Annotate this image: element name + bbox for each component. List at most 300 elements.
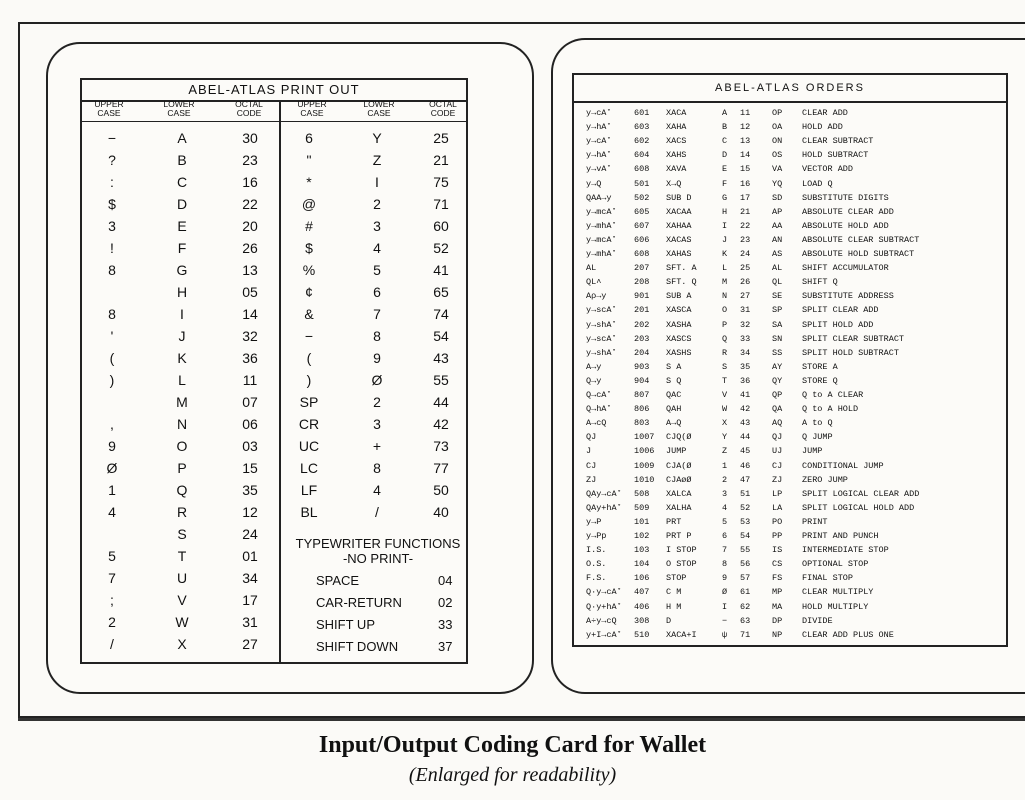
mnemonic: SN: [772, 333, 783, 344]
upper-case-cell: 9: [108, 438, 116, 454]
order-description: STORE A: [802, 361, 838, 372]
typewriter-subtitle-text: -NO PRINT-: [342, 551, 414, 566]
symbolic-notation: y→hA˚: [586, 122, 612, 133]
order-code: X→Q: [666, 178, 682, 189]
numeric-code: 54: [740, 531, 751, 541]
order-description: JUMP: [802, 446, 823, 457]
octal-order: 106: [634, 573, 650, 584]
order-row: [574, 319, 1010, 332]
orders-table: [572, 73, 1008, 647]
numeric-code: 46: [740, 460, 751, 471]
numeric-code: 35: [740, 361, 751, 372]
order-code: I STOP: [666, 545, 697, 556]
table-row: [281, 392, 467, 412]
lower-case-cell: G: [176, 262, 188, 278]
octal-order: 601: [634, 108, 650, 118]
letter-key: K: [722, 249, 728, 259]
order-description: HOLD ADD: [802, 122, 843, 133]
order-description: SUBSTITUTE ADDRESS: [802, 291, 894, 302]
order-row: [574, 135, 1010, 148]
symbolic-notation: AL: [586, 263, 597, 274]
octal-order: 806: [634, 404, 650, 415]
order-code: XAHAA: [666, 220, 692, 231]
lower-case-cell: P: [177, 460, 187, 476]
lower-case-cell: D: [176, 196, 188, 212]
order-description: SPLIT CLEAR SUBTRACT: [802, 333, 905, 344]
table-row: [281, 216, 467, 236]
order-description: ABSOLUTE HOLD ADD: [802, 220, 889, 231]
octal-order: 901: [634, 291, 650, 302]
order-description: Q JUMP: [802, 432, 833, 443]
lower-case-cell: O: [176, 438, 188, 454]
numeric-code: 55: [740, 545, 751, 556]
mnemonic: SP: [772, 305, 783, 316]
order-row: [574, 121, 1010, 134]
octal-code-cell: 23: [242, 152, 258, 168]
numeric-code: 45: [740, 446, 751, 457]
order-code: XACAS: [666, 234, 692, 245]
octal-code-cell: 44: [433, 394, 449, 410]
table-row: [82, 194, 278, 214]
octal-code-cell: 21: [433, 152, 449, 168]
symbolic-notation: y→mhA˚: [586, 249, 617, 259]
letter-key: Q: [722, 333, 728, 344]
octal-code-cell: 60: [433, 218, 449, 234]
order-code: C M: [666, 587, 682, 598]
order-row: [574, 262, 1010, 275]
mnemonic: LP: [772, 488, 783, 499]
numeric-code: 26: [740, 277, 751, 288]
table-row: [281, 436, 467, 456]
table-row: [82, 502, 278, 522]
upper-case-cell: BL: [300, 504, 318, 520]
order-code: XAHA: [666, 122, 687, 133]
letter-key: 8: [722, 559, 728, 570]
mnemonic: SA: [772, 319, 783, 330]
order-description: CLEAR MULTIPLY: [802, 587, 874, 598]
mnemonic: AQ: [772, 418, 783, 429]
letter-key: W: [722, 404, 728, 415]
lower-case-cell: 8: [373, 460, 381, 476]
letter-key: 9: [722, 573, 728, 584]
lower-case-cell: H: [176, 284, 188, 300]
upper-case-cell: @: [301, 196, 317, 212]
mnemonic: QL: [772, 277, 783, 288]
symbolic-notation: Q→y: [586, 375, 602, 386]
mnemonic: OP: [772, 108, 783, 118]
numeric-code: 52: [740, 502, 751, 513]
order-code: XACA+I: [666, 629, 697, 640]
order-code: S A: [666, 361, 682, 372]
print-out-table: [80, 78, 468, 664]
octal-order: 1006: [634, 446, 655, 457]
letter-key: 1: [722, 460, 728, 471]
order-code: XASHA: [666, 319, 692, 330]
lower-case-cell: R: [176, 504, 188, 520]
letter-key: B: [722, 122, 728, 133]
order-row: [574, 192, 1010, 205]
mnemonic: VA: [772, 164, 783, 175]
typewriter-title-text: TYPEWRITER FUNCTIONS: [295, 536, 461, 551]
symbolic-notation: Q·y+hA˚: [586, 601, 622, 612]
table-row: [82, 260, 278, 280]
order-code: XACS: [666, 136, 687, 147]
order-row: [574, 220, 1010, 233]
lower-case-cell: 2: [373, 394, 381, 410]
octal-code-cell: 11: [242, 372, 258, 388]
numeric-code: 43: [740, 418, 751, 429]
octal-code-cell: 43: [433, 350, 449, 366]
letter-key: D: [722, 150, 728, 161]
lower-case-cell: 4: [373, 240, 381, 256]
upper-case-cell: SP: [299, 394, 319, 410]
order-code: QAC: [666, 390, 682, 400]
lower-case-cell: V: [177, 592, 187, 608]
numeric-code: 61: [740, 587, 751, 598]
orders-title: ABEL-ATLAS ORDERS: [574, 75, 1006, 103]
octal-code-cell: 16: [242, 174, 258, 190]
letter-key: X: [722, 418, 728, 429]
order-row: [574, 516, 1010, 529]
table-row: [82, 392, 278, 412]
octal-code-cell: 14: [242, 306, 258, 322]
order-row: [574, 629, 1010, 642]
order-code: CJAøØ: [666, 474, 692, 485]
mnemonic: DP: [772, 615, 783, 626]
octal-code-cell: 27: [242, 636, 258, 652]
table-row: [82, 458, 278, 478]
octal-code-cell: 54: [433, 328, 449, 344]
lower-case-cell: Ø: [371, 372, 383, 388]
octal-order: 308: [634, 615, 650, 626]
function-name: CAR-RETURN: [316, 595, 402, 610]
letter-key: E: [722, 164, 728, 175]
octal-code-cell: 52: [433, 240, 449, 256]
table-row: [82, 304, 278, 324]
order-row: [574, 474, 1010, 487]
table-row: [82, 326, 278, 346]
octal-order: 604: [634, 150, 650, 161]
numeric-code: 41: [740, 390, 751, 400]
order-row: [574, 107, 1010, 120]
symbolic-notation: y+I→cA˚: [586, 629, 622, 640]
octal-order: 1007: [634, 432, 655, 443]
upper-case-cell: %: [302, 262, 316, 278]
symbolic-notation: y→vA˚: [586, 164, 612, 175]
symbolic-notation: CJ: [586, 460, 597, 471]
lower-case-cell: E: [177, 218, 187, 234]
header-rule: [82, 121, 466, 122]
octal-code-cell: 34: [242, 570, 258, 586]
table-row: [82, 128, 278, 148]
order-description: LOAD Q: [802, 178, 833, 189]
numeric-code: 34: [740, 347, 751, 358]
order-row: [574, 361, 1010, 374]
symbolic-notation: y→shA˚: [586, 319, 617, 330]
octal-order: 1010: [634, 474, 655, 485]
table-row: [82, 150, 278, 170]
letter-key: 2: [722, 474, 728, 485]
symbolic-notation: F.S.: [586, 573, 607, 584]
octal-code-cell: 35: [242, 482, 258, 498]
order-description: Q to A CLEAR: [802, 390, 864, 400]
lower-case-cell: J: [178, 328, 186, 344]
header-octal-code: OCTAL CODE: [235, 99, 263, 118]
lower-case-cell: I: [375, 174, 379, 190]
order-row: [574, 615, 1010, 628]
letter-key: V: [722, 390, 728, 400]
lower-case-cell: 8: [373, 328, 381, 344]
lower-case-cell: 3: [373, 416, 381, 432]
order-description: SHIFT ACCUMULATOR: [802, 263, 889, 274]
octal-code-cell: 50: [433, 482, 449, 498]
numeric-code: 57: [740, 573, 751, 584]
octal-order: 104: [634, 559, 650, 570]
upper-case-cell: [92, 392, 132, 412]
octal-order: 509: [634, 502, 650, 513]
order-code: A→Q: [666, 418, 682, 429]
symbolic-notation: I.S.: [586, 545, 607, 556]
mnemonic: AP: [772, 206, 783, 217]
order-description: FINAL STOP: [802, 573, 854, 584]
octal-code-cell: 36: [242, 350, 258, 366]
symbolic-notation: y→P: [586, 516, 602, 527]
lower-case-cell: B: [177, 152, 187, 168]
octal-order: 407: [634, 587, 650, 598]
order-code: SUB A: [666, 291, 692, 302]
numeric-code: 42: [740, 404, 751, 415]
letter-key: 3: [722, 488, 728, 499]
octal-order: 608: [634, 249, 650, 259]
order-row: [574, 431, 1010, 444]
symbolic-notation: y→mcA˚: [586, 234, 617, 245]
order-row: [574, 403, 1010, 416]
octal-code-cell: 07: [242, 394, 258, 410]
order-description: CONDITIONAL JUMP: [802, 460, 884, 471]
letter-key: S: [722, 361, 728, 372]
order-code: XASCS: [666, 333, 692, 344]
lower-case-cell: K: [177, 350, 187, 366]
header-lower-case-2: LOWER CASE: [363, 99, 395, 118]
octal-order: 101: [634, 516, 650, 527]
upper-case-cell: LC: [300, 460, 318, 476]
order-row: [574, 276, 1010, 289]
mnemonic: CJ: [772, 460, 783, 471]
table-row: [82, 348, 278, 368]
order-code: CJQ(Ø: [666, 432, 692, 443]
upper-case-cell: &: [304, 306, 314, 322]
order-description: HOLD MULTIPLY: [802, 601, 869, 612]
order-row: [574, 502, 1010, 515]
octal-code-cell: 03: [242, 438, 258, 454]
order-row: [574, 149, 1010, 162]
mnemonic: ON: [772, 136, 783, 147]
upper-case-cell: !: [110, 240, 114, 256]
octal-code-cell: 42: [433, 416, 449, 432]
octal-order: 605: [634, 206, 650, 217]
lower-case-cell: Z: [372, 152, 382, 168]
lower-case-cell: 6: [373, 284, 381, 300]
octal-order: 603: [634, 122, 650, 133]
symbolic-notation: y→cA˚: [586, 136, 612, 147]
upper-case-cell: CR: [298, 416, 320, 432]
typewriter-function-row: [82, 636, 462, 658]
table-row: [82, 216, 278, 236]
order-description: CLEAR ADD: [802, 108, 848, 118]
order-row: [574, 248, 1010, 261]
order-row: [574, 544, 1010, 557]
letter-key: I: [722, 220, 728, 231]
table-row: [82, 414, 278, 434]
upper-case-cell: 3: [108, 218, 116, 234]
upper-case-cell: ,: [110, 416, 114, 432]
mnemonic: CS: [772, 559, 783, 570]
upper-case-cell: 6: [305, 130, 313, 146]
order-row: [574, 375, 1010, 388]
letter-key: R: [722, 347, 728, 358]
mnemonic: FS: [772, 573, 783, 584]
order-description: ZERO JUMP: [802, 474, 848, 485]
octal-code-cell: 32: [242, 328, 258, 344]
upper-case-cell: #: [305, 218, 313, 234]
mnemonic: SS: [772, 347, 783, 358]
octal-order: 207: [634, 263, 650, 274]
octal-order: 201: [634, 305, 650, 316]
order-row: [574, 601, 1010, 614]
order-description: SPLIT LOGICAL CLEAR ADD: [802, 488, 920, 499]
upper-case-cell: 4: [108, 504, 116, 520]
lower-case-cell: S: [177, 526, 187, 542]
numeric-code: 33: [740, 333, 751, 344]
numeric-code: 27: [740, 291, 751, 302]
table-row: [82, 172, 278, 192]
octal-order: 1009: [634, 460, 655, 471]
print-out-title: ABEL-ATLAS PRINT OUT: [82, 80, 466, 102]
order-code: XAVA: [666, 164, 687, 175]
order-description: SPLIT LOGICAL HOLD ADD: [802, 502, 915, 513]
octal-code-cell: 71: [433, 196, 449, 212]
letter-key: 6: [722, 531, 728, 541]
upper-case-cell: ¢: [305, 284, 313, 300]
octal-order: 903: [634, 361, 650, 372]
table-row: [281, 282, 467, 302]
order-row: [574, 178, 1010, 191]
numeric-code: 22: [740, 220, 751, 231]
upper-case-cell: (: [306, 350, 312, 366]
letter-key: P: [722, 319, 728, 330]
order-code: PRT: [666, 516, 682, 527]
upper-case-cell: ': [110, 328, 114, 344]
symbolic-notation: A÷y→cQ: [586, 615, 617, 626]
order-code: XASCA: [666, 305, 692, 316]
mnemonic: NP: [772, 629, 783, 640]
symbolic-notation: A→y: [586, 361, 602, 372]
table-row: [281, 150, 467, 170]
octal-code-cell: 31: [242, 614, 258, 630]
order-code: SFT. A: [666, 263, 697, 274]
mnemonic: OA: [772, 122, 783, 133]
letter-key: I: [722, 601, 728, 612]
octal-order: 204: [634, 347, 650, 358]
octal-code-cell: 41: [433, 262, 449, 278]
lower-case-cell: Y: [372, 130, 382, 146]
numeric-code: 13: [740, 136, 751, 147]
lower-case-cell: U: [176, 570, 188, 586]
numeric-code: 25: [740, 263, 751, 274]
lower-case-cell: /: [375, 504, 379, 520]
order-row: [574, 290, 1010, 303]
numeric-code: 16: [740, 178, 751, 189]
order-code: D: [666, 615, 672, 626]
typewriter-function-row: [82, 592, 462, 614]
order-description: HOLD SUBTRACT: [802, 150, 869, 161]
numeric-code: 12: [740, 122, 751, 133]
octal-order: 608: [634, 164, 650, 175]
letter-key: N: [722, 291, 728, 302]
order-row: [574, 558, 1010, 571]
order-description: ABSOLUTE CLEAR ADD: [802, 206, 894, 217]
symbolic-notation: QAy+hA˚: [586, 502, 622, 513]
order-row: [574, 586, 1010, 599]
upper-case-cell: 8: [108, 262, 116, 278]
octal-code-cell: 30: [242, 130, 258, 146]
mnemonic: AY: [772, 361, 783, 372]
mnemonic: QY: [772, 375, 783, 386]
octal-order: 202: [634, 319, 650, 330]
numeric-code: 32: [740, 319, 751, 330]
numeric-code: 44: [740, 432, 751, 443]
table-row: [281, 502, 467, 522]
order-code: XASHS: [666, 347, 692, 358]
lower-case-cell: 3: [373, 218, 381, 234]
order-code: S Q: [666, 375, 682, 386]
numeric-code: 14: [740, 150, 751, 161]
symbolic-notation: Q·y→cA˚: [586, 587, 622, 598]
function-octal-code: 37: [438, 639, 453, 654]
numeric-code: 63: [740, 615, 751, 626]
symbolic-notation: y→mhA˚: [586, 220, 617, 231]
lower-case-cell: A: [177, 130, 187, 146]
order-row: [574, 304, 1010, 317]
symbolic-notation: Q→cA˚: [586, 390, 612, 400]
caption-subtitle: (Enlarged for readability): [408, 764, 617, 786]
order-description: SHIFT Q: [802, 277, 838, 288]
order-code: CJA(Ø: [666, 460, 692, 471]
header-upper-case-2: UPPER CASE: [297, 99, 327, 118]
symbolic-notation: y→Q: [586, 178, 602, 189]
order-code: XALCA: [666, 488, 692, 499]
table-row: [281, 370, 467, 390]
letter-key: Ø: [722, 587, 728, 598]
upper-case-cell: ): [109, 372, 115, 388]
octal-code-cell: 13: [242, 262, 258, 278]
octal-code-cell: 15: [242, 460, 258, 476]
upper-case-cell: 2: [108, 614, 116, 630]
octal-order: 602: [634, 136, 650, 147]
lower-case-cell: 4: [373, 482, 381, 498]
numeric-code: 11: [740, 108, 751, 118]
lower-case-cell: W: [175, 614, 189, 630]
order-description: SPLIT HOLD SUBTRACT: [802, 347, 899, 358]
numeric-code: 24: [740, 249, 751, 259]
order-code: SUB D: [666, 192, 692, 203]
symbolic-notation: ZJ: [586, 474, 597, 485]
letter-key: M: [722, 277, 728, 288]
numeric-code: 47: [740, 474, 751, 485]
octal-order: 203: [634, 333, 650, 344]
table-row: [82, 370, 278, 390]
octal-order: 904: [634, 375, 650, 386]
